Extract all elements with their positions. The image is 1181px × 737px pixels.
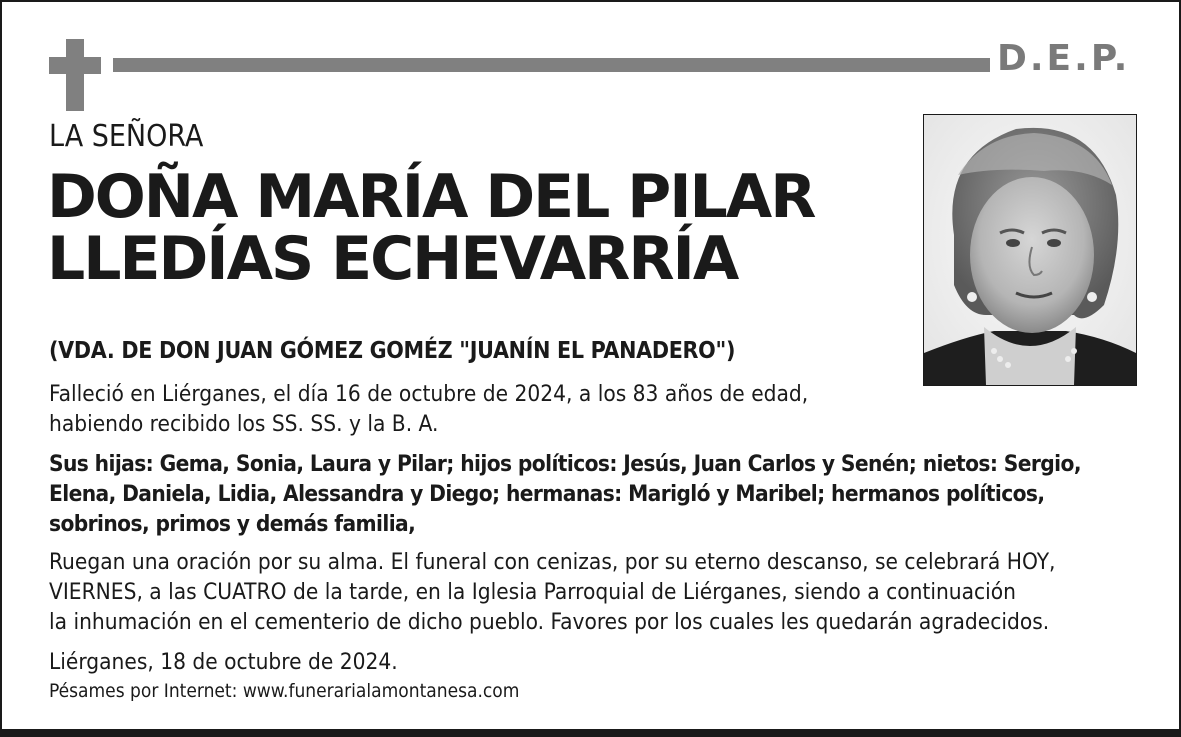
funeral-details	[49, 547, 1055, 637]
funeral-line: Ruegan una oración por su alma. El funeral con cenizas, por su eterno descanso, se celebrará HOY,	[49, 549, 1056, 575]
condolences-line: Pésames por Internet: www.funerarialamontanesa.com	[49, 680, 520, 702]
portrait-photo	[923, 114, 1137, 386]
family-line: sobrinos, primos y demás familia,	[49, 511, 416, 537]
funeral-line: la inhumación en el cementerio de dicho pueblo. Favores por los cuales les quedarán agradecidos.	[49, 609, 1050, 635]
family-line: Sus hijas: Gema, Sonia, Laura y Pilar; hijos políticos: Jesús, Juan Carlos y Senén; nietos: Sergio,	[49, 451, 1081, 477]
dep-label: D.E.P.	[997, 38, 1131, 79]
place-date: Liérganes, 18 de octubre de 2024.	[49, 649, 398, 675]
portrait-illustration	[924, 115, 1136, 385]
funeral-line: VIERNES, a las CUATRO de la tarde, en la Iglesia Parroquial de Liérganes, siendo a continuación	[49, 579, 1017, 605]
cross-icon	[49, 39, 101, 111]
widow-of: (VDA. DE DON JUAN GÓMEZ GOMÉZ "JUANÍN EL PANADERO")	[49, 338, 736, 364]
name-line-2: LLEDÍAS ECHEVARRÍA	[47, 224, 738, 294]
honorific: LA SEÑORA	[49, 119, 204, 154]
family-line: Elena, Daniela, Lidia, Alessandra y Diego; hermanas: Marigló y Maribel; hermanos políticos,	[49, 481, 1045, 507]
family-list	[49, 449, 1081, 539]
deceased-name	[47, 162, 815, 294]
death-notice-line: Falleció en Liérganes, el día 16 de octubre de 2024, a los 83 años de edad,	[49, 381, 809, 407]
death-notice-line: habiendo recibido los SS. SS. y la B. A.	[49, 411, 439, 437]
name-line-1: DOÑA MARÍA DEL PILAR	[47, 162, 815, 232]
header-rule	[113, 58, 990, 72]
death-notice	[49, 379, 808, 439]
